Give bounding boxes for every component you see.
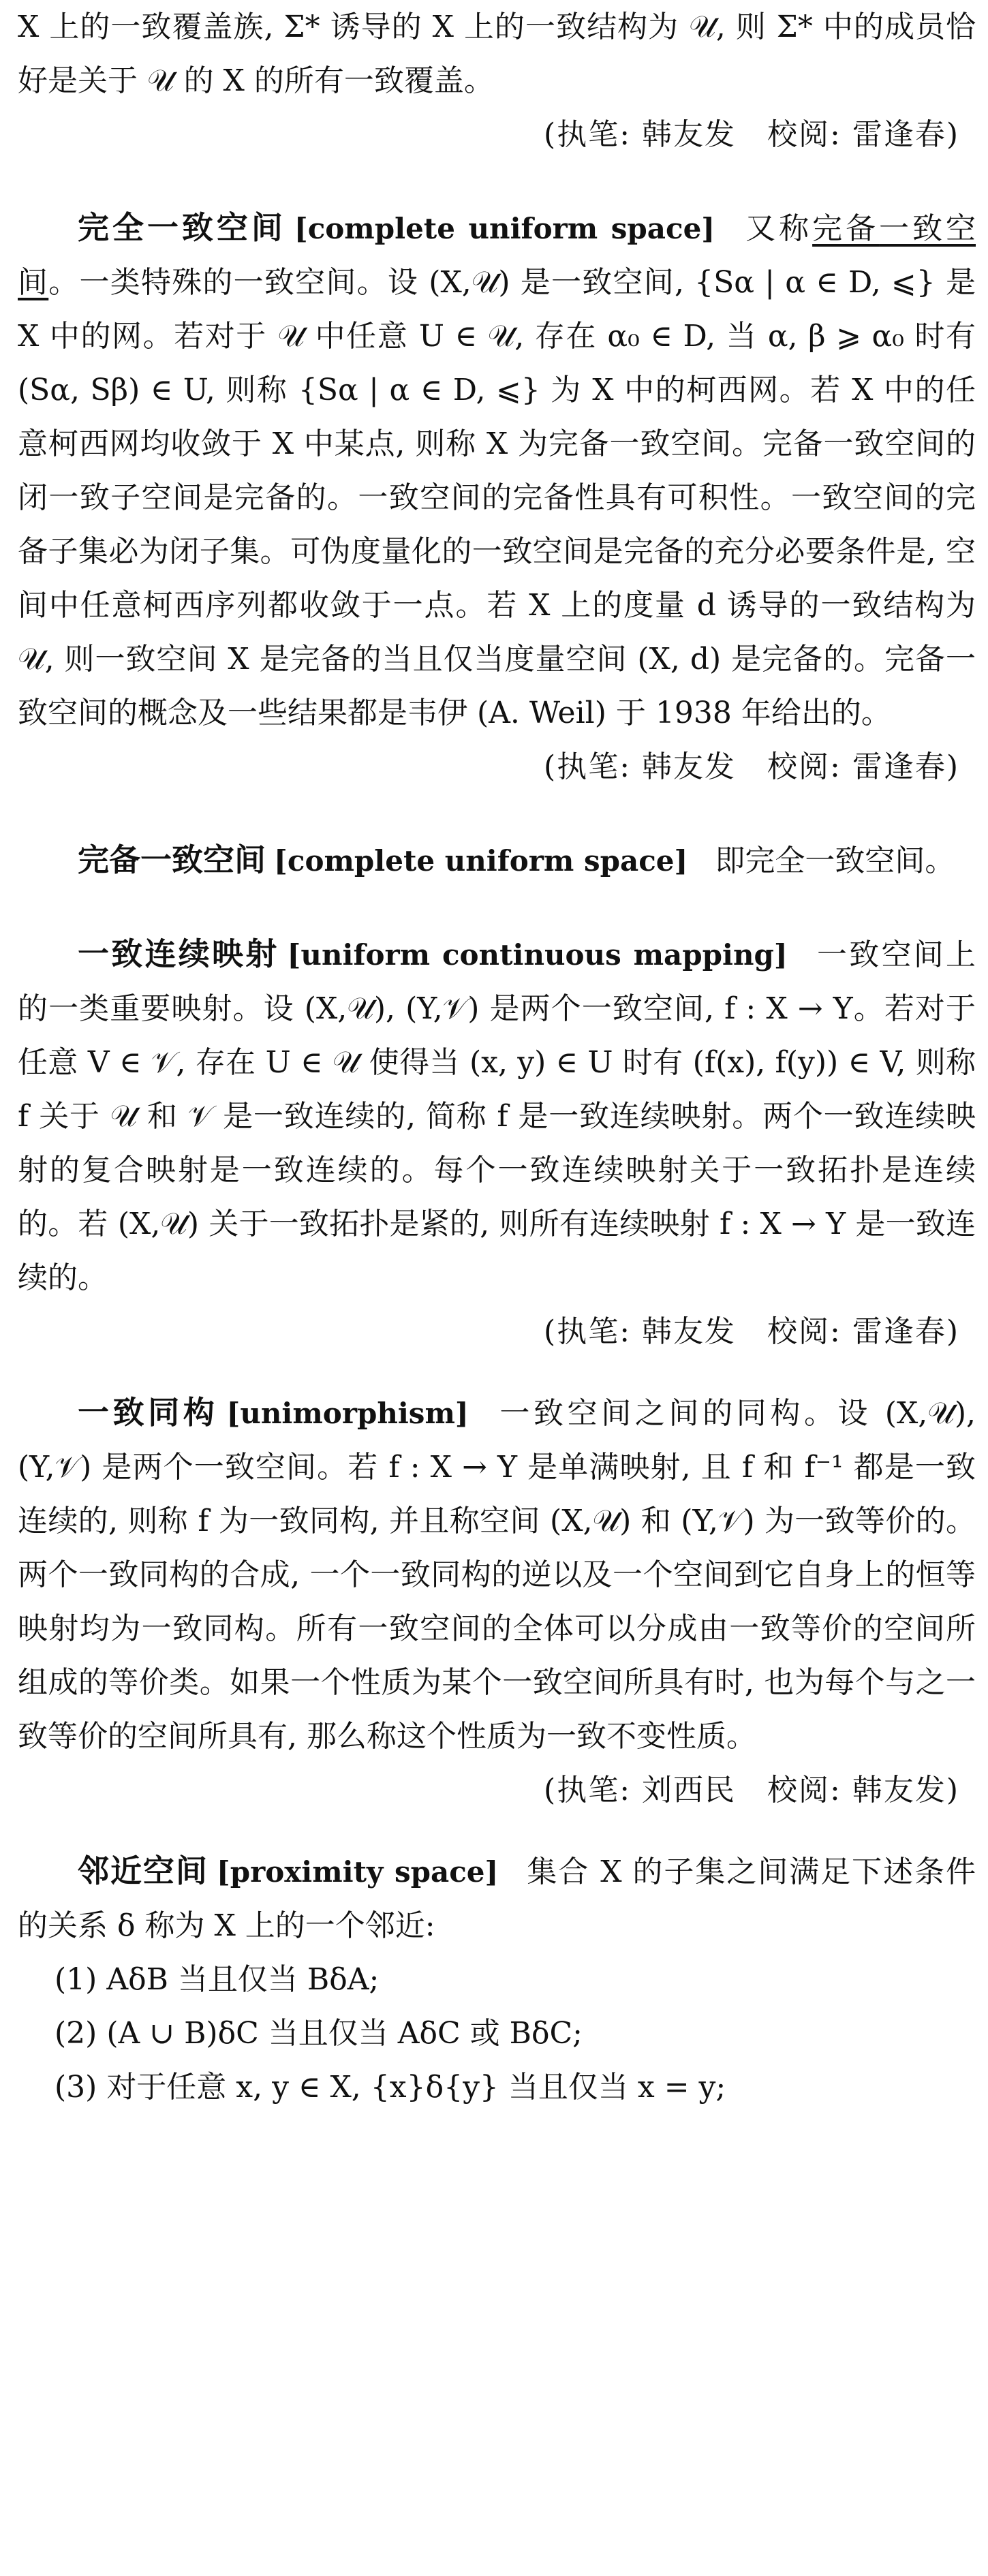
entry-body-text: 集合 X 的子集之间满足下述条件的关系 δ 称为 X 上的一个邻近: bbox=[18, 1855, 976, 1943]
entry-english: [proximity space] bbox=[216, 1855, 499, 1889]
entry-proximity-space bbox=[18, 1844, 976, 1953]
entry-signature: (执笔: 刘西民 校阅: 韩友发) bbox=[544, 1773, 959, 1807]
entry-complete-uniform-space-alias bbox=[18, 833, 976, 888]
entry-signature: (执笔: 韩友发 校阅: 雷逢春) bbox=[544, 749, 959, 784]
entry-signature: (执笔: 韩友发 校阅: 雷逢春) bbox=[544, 1314, 959, 1349]
entry-english: [complete uniform space] bbox=[294, 212, 715, 245]
entry-complete-uniform-space bbox=[18, 201, 976, 740]
entry-body-text: 一致空间之间的同构。设 (X,𝒰), (Y,𝒱) 是两个一致空间。若 f : X → Y 是单满映射, 且 f 和 f⁻¹ 都是一致连续的, 则称 f 为一致同构, 并且称空间 (X,𝒰) 和 (Y,𝒱) 为一致等价的。两个一致同构的合成, 一个一致同构的逆以及一个空间到它自身上的恒等映射均为一致同构。所有一致空间的全体可以分成由一致等价的空间所组成的等价类。如果一个性质为某个一致空间所具有时, 也为每个与之一致等价的空间所具有, 那么称这个性质为一致不变性质。 bbox=[18, 1396, 976, 1754]
spacer bbox=[18, 161, 976, 201]
entry-uniform-continuous-mapping bbox=[18, 927, 976, 1305]
spacer bbox=[18, 794, 976, 833]
intro-signature: (执笔: 韩友发 校阅: 雷逢春) bbox=[544, 117, 959, 152]
intro-paragraph: X 上的一致覆盖族, Σ* 诱导的 X 上的一致结构为 𝒰, 则 Σ* 中的成员恰好是关于 𝒰 的 X 的所有一致覆盖。 bbox=[18, 10, 976, 98]
entry-body-text: 一致空间上的一类重要映射。设 (X,𝒰), (Y,𝒱) 是两个一致空间, f : X → Y。若对于任意 V ∈ 𝒱, 存在 U ∈ 𝒰 使得当 (x, y) ∈ U 时有 (f(x), f(y)) ∈ V, 则称 f 关于 𝒰 和 𝒱 是一致连续的, 简称 f 是一致连续映射。两个一致连续映射的复合映射是一致连续的。每个一致连续映射关于一致拓扑是连续的。若 (X,𝒰) 关于一致拓扑是紧的, 则所有连续映射 f : X → Y 是一致连续的。 bbox=[18, 937, 976, 1295]
spacer bbox=[18, 1817, 976, 1844]
entry-title: 一致连续映射 bbox=[78, 935, 279, 972]
proximity-condition-3: (3) 对于任意 x, y ∈ X, {x}δ{y} 当且仅当 x = y; bbox=[55, 2070, 726, 2105]
cross-reference-link[interactable]: 完备一致空间 bbox=[18, 211, 976, 300]
proximity-condition-1: (1) AδB 当且仅当 BδA; bbox=[55, 1962, 380, 1997]
entry-body-text: 即完全一致空间。 bbox=[715, 843, 955, 878]
entry-title: 邻近空间 bbox=[78, 1852, 209, 1889]
alias-prefix: 又称 bbox=[742, 211, 813, 246]
entry-body-text: 。一类特殊的一致空间。设 (X,𝒰) 是一致空间, {Sα | α ∈ D, ⩽} 是 X 中的网。若对于 𝒰 中任意 U ∈ 𝒰, 存在 α₀ ∈ D, 当 α, β ⩾ α₀ 时有 (Sα, Sβ) ∈ U, 则称 {Sα | α ∈ D, ⩽} 为 X 中的柯西网。若 X 中的任意柯西网均收敛于 X 中某点, 则称 X 为完备一致空间。完备一致空间的闭一致子空间是完备的。一致空间的完备性具有可积性。一致空间的完备子集必为闭子集。可伪度量化的一致空间是完备的充分必要条件是, 空间中任意柯西序列都收敛于一点。若 X 上的度量 d 诱导的一致结构为 𝒰, 则一致空间 X 是完备的当且仅当度量空间 (X, d) 是完备的。完备一致空间的概念及一些结果都是韦伊 (A. Weil) 于 1938 年给出的。 bbox=[18, 265, 976, 730]
proximity-condition-2: (2) (A ∪ B)δC 当且仅当 AδC 或 BδC; bbox=[55, 2016, 583, 2051]
entry-title: 完全一致空间 bbox=[78, 209, 286, 246]
entry-english: [uniform continuous mapping] bbox=[287, 938, 788, 972]
spacer bbox=[18, 1359, 976, 1386]
entry-title: 一致同构 bbox=[78, 1394, 219, 1431]
entry-title: 完备一致空间 bbox=[78, 841, 266, 878]
entry-unimorphism bbox=[18, 1386, 976, 1763]
spacer bbox=[18, 888, 976, 927]
entry-english: [complete uniform space] bbox=[274, 844, 688, 878]
entry-english: [unimorphism] bbox=[226, 1397, 469, 1430]
